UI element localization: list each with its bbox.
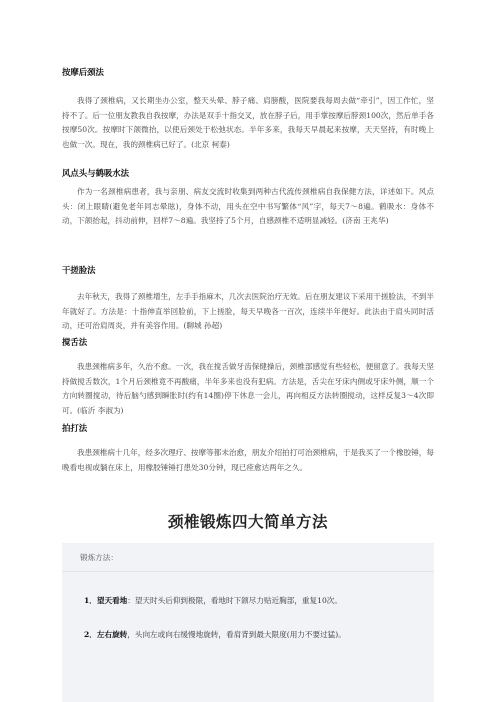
section-heading: 按摩后颈法 — [62, 67, 104, 77]
section-patting — [62, 422, 434, 475]
section-neck-massage — [62, 66, 434, 152]
section-heading: 风点头与鹤吸水法 — [62, 168, 129, 178]
box-label: 锻炼方法： — [80, 553, 118, 562]
section-paragraph: 我患颈椎病十几年，经多次理疗、按摩等都未治愈，朋友介绍拍打可治颈椎病，于是我买了一个橡胶锤，每晚看电视或躺在床上，用橡胶锤锤打患处30分钟，现已痊愈达两年之久。 — [62, 448, 434, 472]
method-number: 2． — [84, 630, 97, 639]
method-name: 左右旋转 — [96, 630, 128, 639]
box-divider — [62, 571, 434, 572]
method-description: ，头向左或向右缓慢地旋转，看肩背到最大限度(用力不要过猛)。 — [127, 630, 346, 639]
section-tongue-stir — [62, 336, 434, 418]
section-paragraph: 作为一名颈椎病患者，我与亲朋、病友交流时收集到两种古代流传颈椎病自我保健方法，详述如下。风点头：闭上眼睛(避免老年同志晕眩)，身体不动，用头在空中书写繁体“风”字，每天7～8遍。鹤吸水：身体不动，下颌抬起，抖动前伸，回样7～8遍。我坚持了5个月，自感颈椎不适明显减轻。(济南 王兆华) — [62, 187, 434, 226]
section-paragraph: 我患颈椎病多年，久治不愈。一次，我在搅舌做牙齿保健操后，颈椎部感觉有些轻松，便留意了。我每天坚持做搅舌数次，1个月后颈椎竟不再酸痛，半年多来也没有犯病。方法是，舌尖在牙床内侧或牙床外侧，顺一个方向转圈搅动，待后脑勺感到瞬胀时(约有14圈)停下休息一会儿，再向相反方法转圈搅动，这样反复3～4次即可。(临沂 李淑为) — [62, 362, 434, 415]
main-title: 颈椎锻炼四大简单方法 — [167, 513, 328, 531]
method-number: 1． — [84, 596, 97, 605]
method-item — [84, 629, 346, 640]
section-heading: 搅舌法 — [62, 337, 88, 347]
method-description: ：望天时头后仰到极限，看地时下颌尽力贴近胸部，重复10次。 — [127, 596, 342, 605]
method-item — [84, 595, 342, 606]
section-wind-nod-crane — [62, 167, 434, 229]
section-heading: 干搓脸法 — [62, 265, 96, 275]
section-dry-face-rub — [62, 264, 434, 334]
exercise-methods-box — [62, 543, 434, 702]
section-paragraph: 去年秋天，我得了颈椎增生，左手手指麻木，几次去医院治疗无效。后在朋友建议下采用干搓脸法，不到半年就好了。方法是：十指伸直举回脸前，下上搓脸，每天早晚各一百次，连续半年便好。此法由于肩头同时活动，还可治肩周炎，并有美容作用。(聊城 孙超) — [62, 292, 434, 331]
section-paragraph: 我得了颈椎病，又长期坐办公室，整天头晕、脖子痛、肩膀酸，医院要我每周去做“牵引”，因工作忙，坚持不了。后一位朋友教我自我按摩，办法是双手十指交叉，放在脖子后，用手掌按摩后脖颈100次，然后单手各按摩50次。按摩时下颌微抬，以使后颈处于松弛状态。半年多来，我每天早晨起来按摩，天天坚持，有时晚上也做一次。现在，我的颈椎病已好了。(北京 柯泰) — [62, 96, 434, 149]
section-heading: 拍打法 — [62, 423, 88, 433]
method-name: 望天看地 — [96, 596, 128, 605]
